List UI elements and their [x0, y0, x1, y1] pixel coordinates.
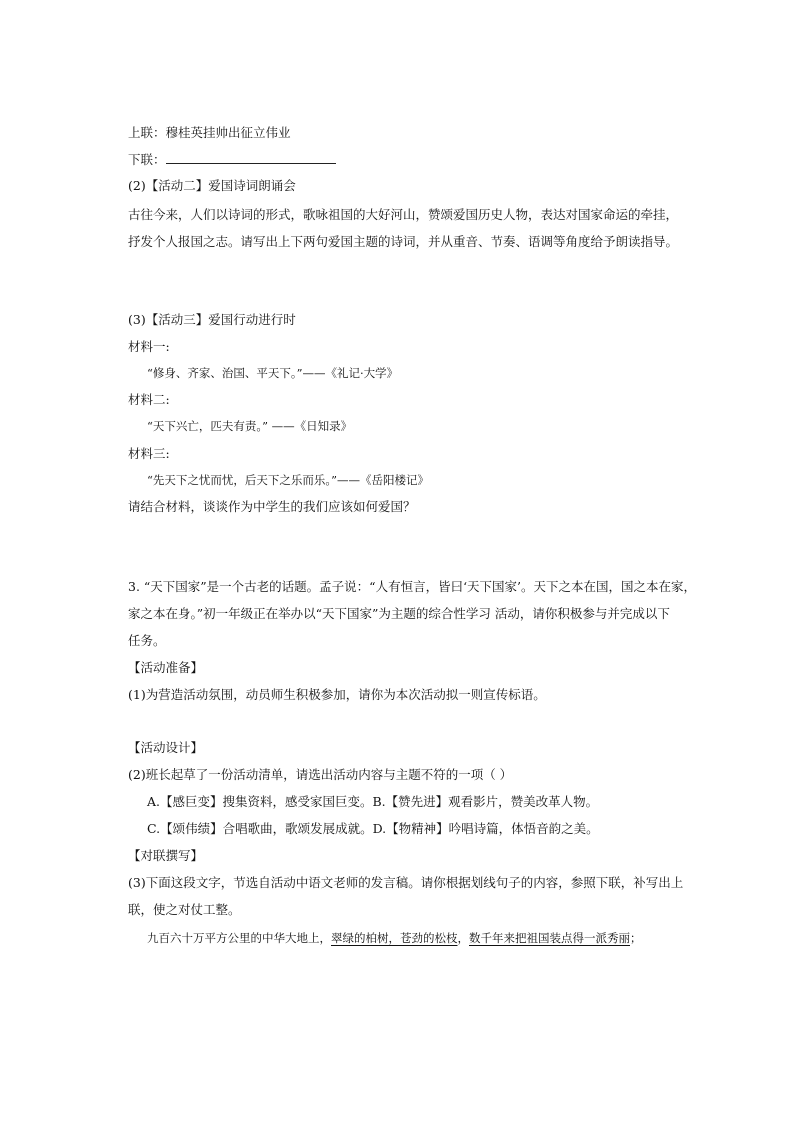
- activity2-desc-1: 古往今来，人们以诗词的形式，歌咏祖国的大好河山，赞颂爱国历史人物，表达对国家命运的牵挂，: [128, 207, 679, 222]
- item-3-line-2: 联，使之对仗工整。: [128, 902, 241, 917]
- q3-intro-1: 3. “天下国家”是一个古老的话题。孟子说：“人有恒言，皆曰‘天下国家’。天下之本在国，国之本在家，: [128, 579, 697, 594]
- prep-heading: 【活动准备】: [128, 660, 204, 675]
- q3-intro-2: 家之本在身。”初一年级正在举办以“天下国家”为主题的综合性学习 活动，请你积极参与并完成以下: [128, 606, 670, 621]
- material2-text: “天下兴亡，匹夫有责。” ——《日知录》: [147, 419, 353, 433]
- material3-label: 材料三:: [128, 446, 170, 461]
- q3-intro-3: 任务。: [128, 633, 166, 648]
- activity3-question: 请结合材料，谈谈作为中学生的我们应该如何爱国？: [128, 499, 416, 514]
- item-3-line-1: (3)下面这段文字，节选自活动中语文老师的发言稿。请你根据划线句子的内容，参照下联，补写出上: [128, 875, 684, 890]
- couplet-lower-line: [128, 151, 336, 169]
- activity2-desc-2: 抒发个人报国之志。请写出上下两句爱国主题的诗词，并从重音、节奏、语调等角度给予朗读指导。: [128, 234, 679, 249]
- material1-text: “修身、齐家、治国、平天下。”——《礼记·大学》: [147, 366, 399, 380]
- passage-comma: ，: [457, 931, 469, 945]
- item-2: (2)班长起草了一份活动清单，请选出活动内容与主题不符的一项（ ）: [128, 767, 513, 782]
- activity2-title: (2)【活动二】爱国诗词朗诵会: [128, 178, 296, 193]
- option-ab: A.【感巨变】搜集资料，感受家国巨变。B.【赞先进】观看影片，赞美改革人物。: [147, 794, 599, 809]
- passage-underlined-2: 数千年来把祖国装点得一派秀丽: [469, 931, 630, 945]
- couplet-lower-label: 下联：: [128, 152, 166, 167]
- design-heading: 【活动设计】: [128, 740, 204, 755]
- couplet-heading: 【对联撰写】: [128, 848, 204, 863]
- answer-blank[interactable]: [166, 151, 336, 164]
- passage-prefix: 九百六十万平方公里的中华大地上，: [147, 931, 331, 945]
- couplet-upper: 上联：穆桂英挂帅出征立伟业: [128, 125, 291, 140]
- material1-label: 材料一:: [128, 339, 170, 354]
- passage-end: ；: [630, 931, 642, 945]
- passage-line: [147, 929, 642, 947]
- passage-underlined-1: 翠绿的柏树，苍劲的松枝: [331, 931, 458, 945]
- material2-label: 材料二:: [128, 392, 170, 407]
- item-1: (1)为营造活动氛围，动员师生积极参加，请你为本次活动拟一则宣传标语。: [128, 687, 546, 702]
- material3-text: “先天下之忧而忧，后天下之乐而乐。”——《岳阳楼记》: [147, 473, 430, 487]
- activity3-title: (3)【活动三】爱国行动进行时: [128, 312, 296, 327]
- option-cd: C.【颂伟绩】合唱歌曲，歌颂发展成就。D.【物精神】吟唱诗篇，体悟音韵之美。: [147, 821, 599, 836]
